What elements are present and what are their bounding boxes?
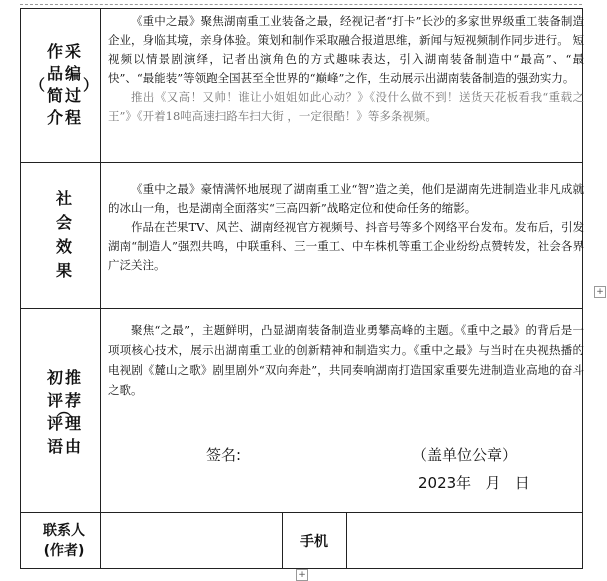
label-char: 评 (46, 414, 63, 433)
label-char: 评 (46, 391, 63, 410)
label-char: 效 (55, 237, 72, 256)
label-char: 采 (65, 42, 82, 61)
effect-paragraph: 《重中之最》豪情满怀地展现了湖南重工业“智”造之美，他们是湖南先进制造业非凡成就的冰山一角，也是湖南全面落实“三高四新”战略定位和使命任务的缩影。 (108, 182, 584, 215)
column-divider (346, 512, 347, 568)
label-char: 理 (65, 414, 82, 433)
label-char: 简 (46, 86, 63, 105)
table-border-top (20, 8, 582, 9)
label-char: 社 (55, 189, 72, 208)
recommend-label: ︵ 初 推 评 荐 评 理 语 由 (46, 368, 82, 456)
effect-label (28, 162, 100, 308)
contact-label-line: 联系人 (43, 523, 85, 539)
contact-label (28, 514, 100, 568)
signature-label: 签名: (206, 446, 242, 464)
label-char: 初 (46, 368, 63, 387)
label-char: 品 (46, 64, 63, 83)
label-char: 编 (65, 64, 82, 83)
page-top-guide (20, 4, 582, 5)
table-add-row-icon[interactable]: + (296, 569, 308, 581)
label-char: 介 (46, 108, 63, 127)
row-divider (20, 308, 582, 309)
date-field: 2023年 月 日 (418, 474, 530, 492)
contact-label-line: (作者) (43, 543, 85, 559)
label-char: 推 (65, 368, 82, 387)
label-char: 程 (65, 108, 82, 127)
intro-paragraph: 《重中之最》聚焦湖南重工业装备之最，经视记者“打卡”长沙的多家世界级重工装备制造企业，身临其境，亲身体验。策划和制作采取融合报道思维，新闻与短视频制作同步进行。 短视频以情景剧演绎，记者出演角色的方式趣味表达，引入湖南装备制造中“最高”、“最快”、“最能装”等领跑全国甚至全世界的“巅峰”之作，生动展示出湖南装备制造的强劲实力。 (108, 14, 584, 85)
label-char: 语 (46, 437, 63, 456)
label-char: 过 (65, 86, 82, 105)
row-divider (20, 162, 582, 163)
seal-label: （盖单位公章） (412, 446, 518, 464)
effect-text (108, 180, 584, 275)
label-char: 作 (46, 42, 63, 61)
recommend-paragraph: 聚焦“之最”，主题鲜明，凸显湖南装备制造业勇攀高峰的主题。《重中之最》的背后是一项项核心技术，展示出湖南重工业的创新精神和制造实力。《重中之最》与当时在央视热播的电视剧《麓山之歌》剧里剧外“双向奔赴”，共同奏响湖南打造国家重要先进制造业高地的奋斗之歌。 (108, 323, 584, 397)
label-char: 荐 (65, 391, 82, 410)
recommend-text (108, 320, 584, 400)
row-divider (20, 512, 582, 513)
table-resize-handle-icon[interactable]: + (594, 286, 606, 298)
intro-paragraph: 推出《又高！又帅！谁让小姐姐如此心动？》《没什么做不到！送货天花板看我“重载之王”》《开着18吨高速扫路车扫大街 ，一定很酷！》等多条视频。 (108, 90, 584, 123)
label-char: 果 (55, 261, 72, 280)
column-divider (100, 8, 101, 569)
phone-label: 手机 (300, 534, 328, 550)
intro-label: （ 作 品 简 介 采 编 过 程 ） (29, 42, 99, 127)
effect-paragraph: 作品在芒果TV、风芒、湖南经视官方视频号、抖音号等多个网络平台发布。发布后，引发湖南“制造人”强烈共鸣，中联重科、三一重工、中车株机等重工企业纷纷点赞转发，社会各界广泛关注。 (108, 220, 584, 272)
label-char: 由 (65, 437, 82, 456)
label-char: 会 (55, 213, 72, 232)
intro-text (108, 12, 584, 126)
table-border-left (20, 8, 21, 569)
